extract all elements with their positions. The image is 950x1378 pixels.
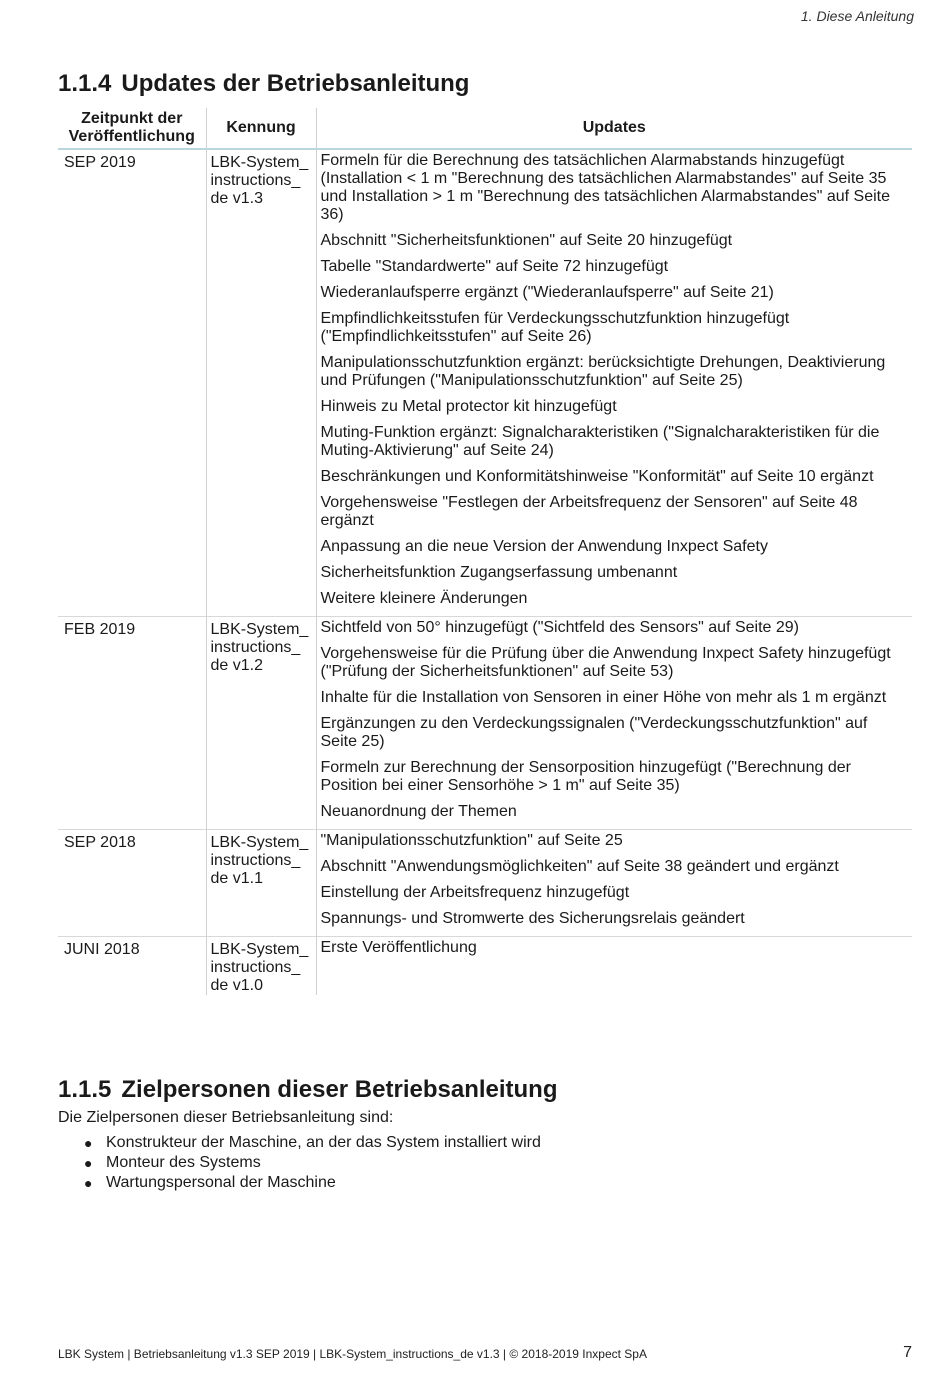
running-header: 1. Diese Anleitung: [800, 8, 914, 24]
update-item: Vorgehensweise für die Prüfung über die Anwendung Inxpect Safety hinzugefügt ("Prüfung der Sicherheitsfunktionen" auf Seite 53): [320, 645, 891, 680]
update-item: Sicherheitsfunktion Zugangserfassung umbenannt: [320, 564, 678, 581]
page-number: 7: [903, 1344, 912, 1361]
update-item: Sichtfeld von 50° hinzugefügt ("Sichtfeld des Sensors" auf Seite 29): [320, 619, 799, 636]
section-number: 1.1.5: [58, 1076, 112, 1103]
list-item: [58, 1153, 541, 1173]
update-item: Inhalte für die Installation von Sensoren in einer Höhe von mehr als 1 m ergänzt: [320, 689, 887, 706]
update-item: Erste Veröffentlichung: [320, 939, 477, 956]
update-item: Neuanordnung der Themen: [320, 803, 517, 820]
update-item: Spannungs- und Stromwerte des Sicherungsrelais geändert: [320, 910, 745, 927]
update-item: Muting-Funktion ergänzt: Signalcharakteristiken ("Signalcharakteristiken für die Muting-Aktivierung" auf Seite 24): [320, 424, 880, 459]
cell-date: FEB 2019: [58, 617, 206, 830]
update-item: Anpassung an die neue Version der Anwendung Inxpect Safety: [320, 538, 768, 555]
cell-id: LBK-System_ instructions_ de v1.2: [206, 617, 316, 830]
section-title-audience: [58, 1076, 558, 1104]
update-item: Abschnitt "Sicherheitsfunktionen" auf Seite 20 hinzugefügt: [320, 232, 733, 249]
update-item: Abschnitt "Anwendungsmöglichkeiten" auf Seite 38 geändert und ergänzt: [320, 858, 839, 875]
column-header-id: Kennung: [206, 108, 316, 149]
update-item: Formeln für die Berechnung des tatsächlichen Alarmabstands hinzugefügt (Installation < 1 m "Berechnung des tatsächlichen Alarmabstandes" auf Seite 35 und Installation > 1 m "Berechnung des tatsächlichen Alarmabstandes" auf Seite 36): [320, 152, 890, 223]
cell-id: LBK-System_ instructions_ de v1.0: [206, 937, 316, 996]
page-footer: LBK System | Betriebsanleitung v1.3 SEP 2019 | LBK-System_instructions_de v1.3 | © 2018-2019 Inxpect SpA: [58, 1347, 647, 1361]
updates-table: [58, 108, 912, 995]
update-item: Tabelle "Standardwerte" auf Seite 72 hinzugefügt: [320, 258, 669, 275]
update-item: Hinweis zu Metal protector kit hinzugefügt: [320, 398, 617, 415]
update-item: Weitere kleinere Änderungen: [320, 590, 528, 607]
cell-updates: [316, 617, 912, 830]
update-item: Vorgehensweise "Festlegen der Arbeitsfrequenz der Sensoren" auf Seite 48 ergänzt: [320, 494, 858, 529]
cell-date: SEP 2019: [64, 154, 136, 171]
cell-updates: [316, 149, 912, 617]
section-number: 1.1.4: [58, 70, 112, 97]
bullet-icon: ●: [84, 1155, 93, 1171]
list-item: [58, 1173, 541, 1193]
update-item: Manipulationsschutzfunktion ergänzt: berücksichtigte Drehungen, Deaktivierung und Prüfungen ("Manipulationsschutzfunktion" auf Seite 25): [320, 354, 886, 389]
section-heading: Updates der Betriebsanleitung: [121, 70, 470, 97]
list-item-text: Monteur des Systems: [106, 1154, 261, 1171]
update-item: Beschränkungen und Konformitätshinweise "Konformität" auf Seite 10 ergänzt: [320, 468, 874, 485]
column-header-date: Zeitpunkt der Veröffentlichung: [58, 108, 206, 149]
section-heading: Zielpersonen dieser Betriebsanleitung: [121, 1076, 558, 1103]
table-header-row: [58, 108, 912, 149]
table-row: [58, 937, 912, 996]
bullet-icon: ●: [84, 1135, 93, 1151]
cell-date: SEP 2018: [58, 830, 206, 937]
column-header-updates: Updates: [316, 108, 912, 149]
update-item: Formeln zur Berechnung der Sensorposition hinzugefügt ("Berechnung der Position bei einer Sensorhöhe > 1 m" auf Seite 35): [320, 759, 851, 794]
cell-updates: [316, 830, 912, 937]
list-item-text: Konstrukteur der Maschine, an der das System installiert wird: [106, 1134, 541, 1151]
update-item: Empfindlichkeitsstufen für Verdeckungsschutzfunktion hinzugefügt ("Empfindlichkeitsstufen" auf Seite 26): [320, 310, 790, 345]
update-item: Wiederanlaufsperre ergänzt ("Wiederanlaufsperre" auf Seite 21): [320, 284, 774, 301]
cell-updates: [316, 937, 912, 996]
cell-date: JUNI 2018: [58, 937, 206, 996]
cell-id: LBK-System_ instructions_ de v1.3: [206, 149, 316, 617]
list-item: [58, 1133, 541, 1153]
table-row: [58, 830, 912, 937]
update-item: Einstellung der Arbeitsfrequenz hinzugefügt: [320, 884, 630, 901]
section-title-updates: [58, 70, 469, 98]
table-row: [58, 617, 912, 830]
update-item: Ergänzungen zu den Verdeckungssignalen ("Verdeckungsschutzfunktion" auf Seite 25): [320, 715, 868, 750]
list-item-text: Wartungspersonal der Maschine: [106, 1174, 336, 1191]
bullet-icon: ●: [84, 1175, 93, 1191]
audience-intro: Die Zielpersonen dieser Betriebsanleitung sind:: [58, 1109, 394, 1126]
update-item: "Manipulationsschutzfunktion" auf Seite 25: [320, 832, 623, 849]
audience-list: [58, 1133, 541, 1193]
table-row: [58, 149, 912, 617]
table-body: [58, 149, 912, 995]
cell-id: LBK-System_ instructions_ de v1.1: [206, 830, 316, 937]
